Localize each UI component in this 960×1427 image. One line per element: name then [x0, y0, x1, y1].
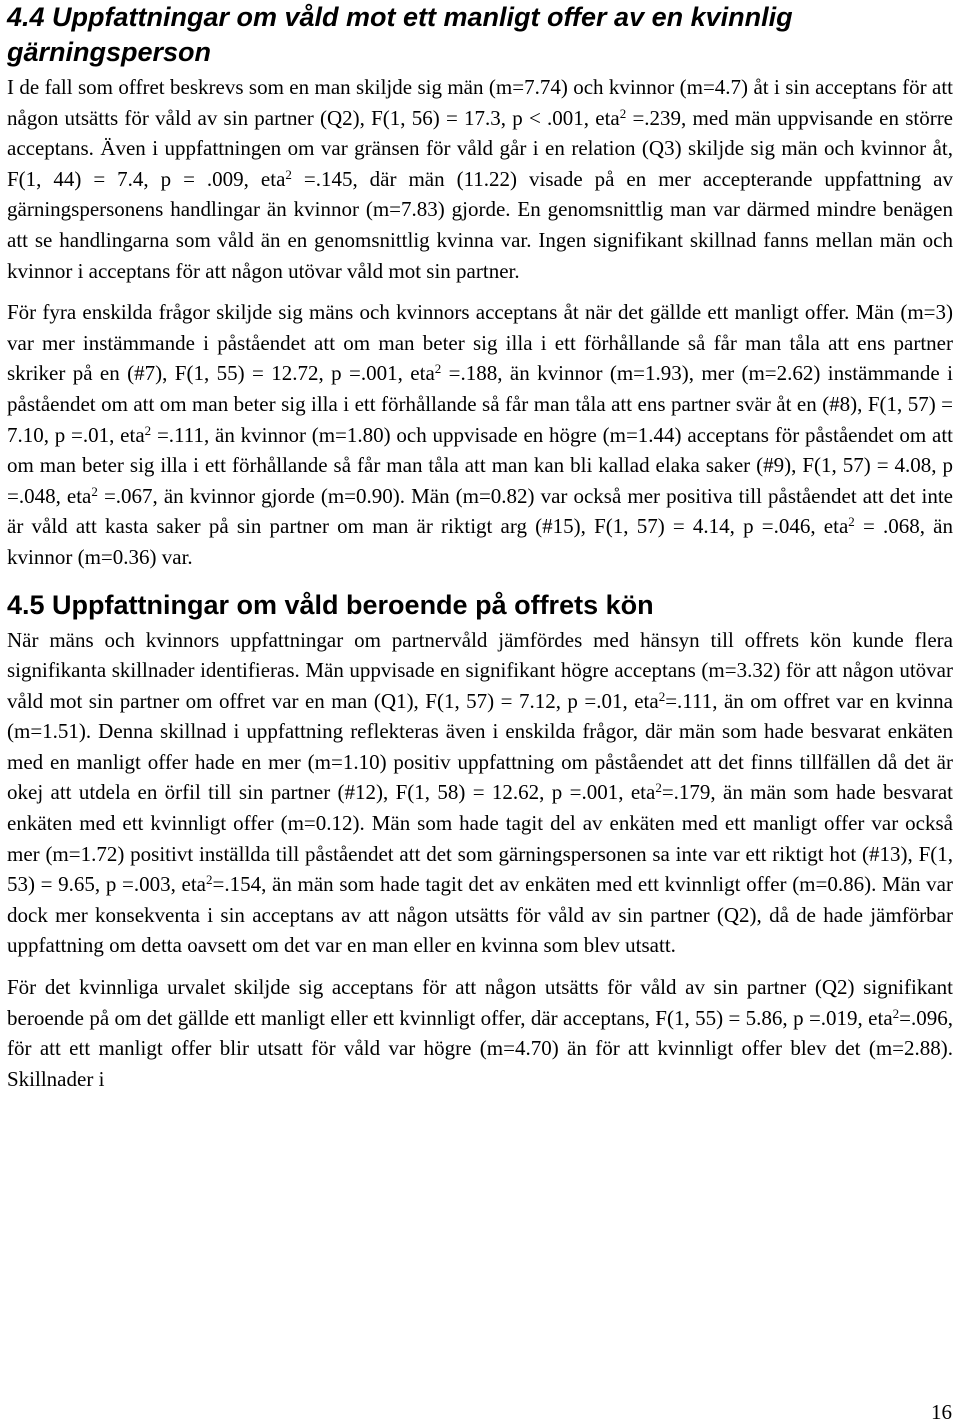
superscript: 2 — [658, 688, 666, 704]
superscript: 2 — [655, 780, 662, 796]
section-heading-4-5: 4.5 Uppfattningar om våld beroende på offrets kön — [7, 589, 654, 620]
document-page — [7, 0, 953, 1094]
paragraph-2-text-c: =.111, än kvinnor (m=1.80) och uppvisade en högre (m=1.44) acceptans för påståendet om att om man beter sig illa i ett förhållande så får man tåla att man kan bli kallad elaka saker (#9), F(1, 57) = 4.08, p =.048, eta — [7, 422, 953, 508]
paragraph-2-text-b: =.188, än kvinnor (m=1.93), mer (m=2.62) instämmande i påståendet om att om man beter sig illa i ett förhållande så får man tåla att ens partner svär åt en (#8), F(1, 57) = 7.10, p =.01, eta — [7, 361, 953, 447]
paragraph-3-text-d: =.154, än män som hade tagit det av enkäten med ett kvinnligt offer (m=0.86). Män var dock mer konsekventa i sin acceptans av att någon utsätts för våld av sin partner (Q2), då de hade jämförbar uppfattning om detta oavsett om det var en man eller en kvinna som blev utsatt. — [7, 872, 953, 958]
paragraph-1 — [7, 72, 953, 286]
paragraph-3-text-c: =.179, än män som hade besvarat enkäten med ett kvinnligt offer (m=0.12). Män som hade tagit del av enkäten med ett manligt offer var också mer (m=1.72) positivt inställda till påståendet att det som gärningspersonen sa inte var ett riktigt hot (#13), F(1, 53) = 9.65, p =.003, eta — [7, 780, 953, 897]
page-number: 16 — [931, 1400, 952, 1424]
paragraph-4-text-b: =.096, för att ett manligt offer blir utsatt för våld var högre (m=4.70) än för att kvinnligt offer blev det (m=2.88). Skillnader i — [7, 1005, 953, 1091]
paragraph-2 — [7, 297, 953, 572]
superscript: 2 — [434, 361, 442, 377]
paragraph-1-text-c: =.145, där män (11.22) visade på en mer accepterande uppfattning av gärningspersonens handlingar än kvinnor (m=7.83) gjorde. En genomsnittlig man var därmed mindre benägen att se handlingarna som våld än en genomsnittlig kvinna var. Ingen signifikant skillnad fanns mellan män och kvinnor i acceptans för att någon utövar våld mot sin partner. — [7, 166, 954, 283]
section-heading-4-4: 4.4 Uppfattningar om våld mot ett manligt offer av en kvinnlig gärningsperson — [7, 2, 793, 67]
superscript: 2 — [892, 1005, 900, 1021]
paragraph-3-text-a: När mäns och kvinnors uppfattningar om partnervåld jämfördes med hänsyn till offrets kön kunde flera signifikanta skillnader identifieras. Män uppvisade en signifikant högre acceptans (m=3.32) för att någon utövar våld mot sin partner om offret var en man (Q1), F(1, 57) = 7.12, p =.01, eta — [7, 627, 953, 713]
paragraph-4-text-a: För det kvinnliga urvalet skiljde sig acceptans för att någon utsätts för våld av sin partner (Q2) signifikant beroende på om det gällde ett manligt eller ett kvinnligt offer, där acceptans, F(1, 55) = 5.86, p =.019, eta — [7, 975, 953, 1030]
paragraph-2-text-e: = .068, än kvinnor (m=0.36) var. — [7, 514, 953, 569]
paragraph-1-text-a: I de fall som offret beskrevs som en man skiljde sig män (m=7.74) och kvinnor (m=4.7) åt i sin acceptans för att någon utsätts för våld av sin partner (Q2), F(1, 56) = 17.3, p < .001, eta — [7, 75, 953, 130]
superscript: 2 — [619, 105, 627, 121]
superscript: 2 — [206, 872, 213, 888]
superscript: 2 — [144, 422, 152, 438]
superscript: 2 — [91, 483, 98, 499]
paragraph-3-text-b: =.111, än om offret var en kvinna (m=1.51). Denna skillnad i uppfattning reflekteras även i enskilda frågor, där män som hade besvarat enkäten med en manligt offer hade en mer (m=1.10) positiv uppfattning om påståendet att det finns tillfällen då det är okej att utdela en örfil till sin partner (#12), F(1, 58) = 12.62, p =.001, eta — [7, 688, 953, 805]
paragraph-4 — [7, 972, 953, 1094]
superscript: 2 — [285, 166, 292, 182]
paragraph-3 — [7, 625, 953, 962]
paragraph-2-text-d: =.067, än kvinnor gjorde (m=0.90). Män (m=0.82) var också mer positiva till påståendet att det inte är våld att kasta saker på sin partner om man är riktigt arg (#15), F(1, 57) = 4.14, p =.046, eta — [7, 483, 953, 539]
paragraph-1-text-b: =.239, med män uppvisande en större acceptans. Även i uppfattningen om var gränsen för våld går i en relation (Q3) skiljde sig män och kvinnor åt, F(1, 44) = 7.4, p = .009, eta — [7, 105, 954, 191]
superscript: 2 — [848, 514, 855, 530]
paragraph-2-text-a: För fyra enskilda frågor skiljde sig mäns och kvinnors acceptans åt när det gällde ett manligt offer. Män (m=3) var mer instämmande i påståendet att om man beter sig illa i ett förhållande så får man tåla att ens partner skriker på en (#7), F(1, 55) = 12.72, p =.001, eta — [7, 300, 953, 386]
